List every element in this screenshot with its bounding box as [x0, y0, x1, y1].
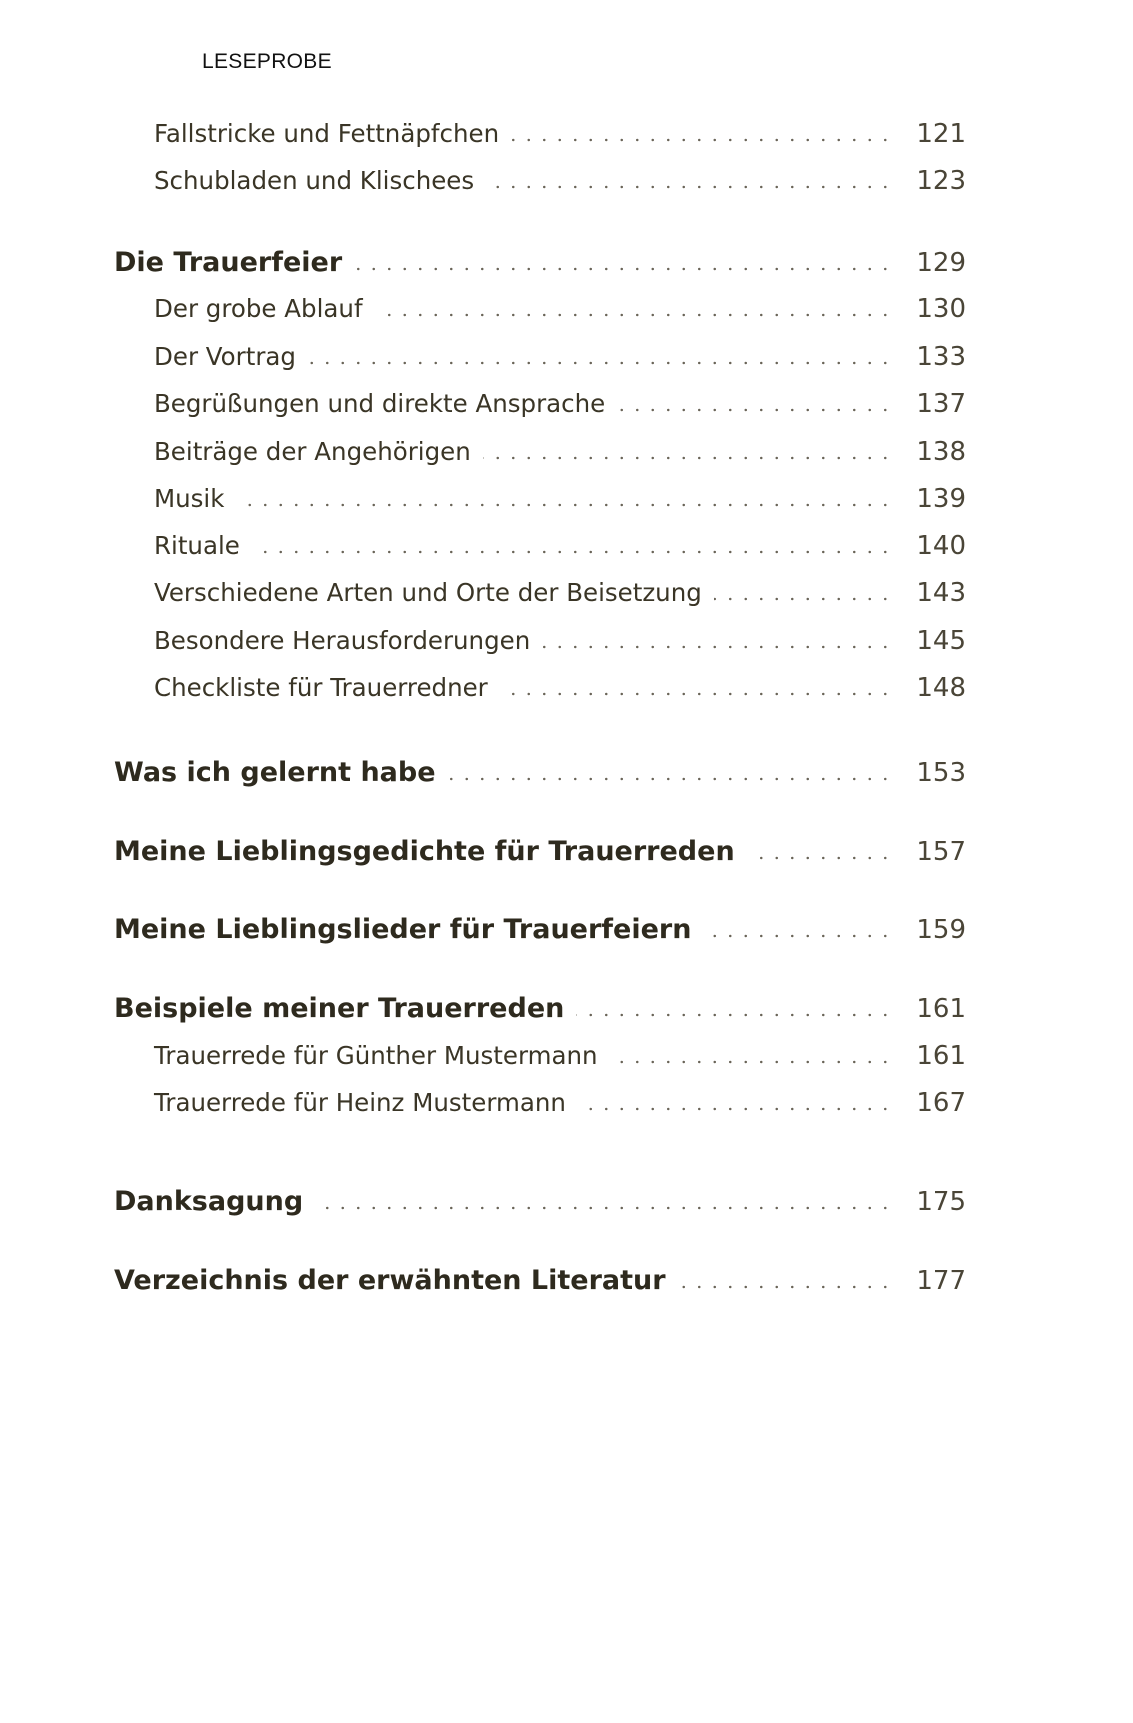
toc-chapter-page: 129	[916, 248, 966, 278]
toc-entry-title: Beiträge der Angehörigen	[154, 432, 483, 472]
toc-entry-page: 133	[916, 342, 966, 372]
toc-entry-page: 167	[916, 1088, 966, 1118]
dot-leader	[308, 361, 893, 365]
toc-entry-page: 161	[916, 1041, 966, 1071]
dot-leader	[578, 1107, 893, 1111]
toc-entry-title: Trauerrede für Heinz Mustermann	[154, 1083, 578, 1123]
dot-leader	[315, 1206, 893, 1210]
toc-entry	[0, 573, 1133, 613]
toc-entry	[0, 668, 1133, 708]
toc-entry-page: 123	[916, 166, 966, 196]
dot-leader	[236, 503, 893, 507]
toc-chapter-title: Meine Lieblingslieder für Trauerfeiern	[114, 910, 703, 950]
toc-chapter	[0, 832, 1133, 872]
toc-entry	[0, 337, 1133, 377]
dot-leader	[486, 185, 893, 189]
page-header-label: LESEPROBE	[202, 50, 332, 73]
toc-entry-title: Rituale	[154, 526, 252, 566]
toc-chapter-page: 159	[916, 915, 966, 945]
toc-chapter-page: 157	[916, 837, 966, 867]
toc-entry	[0, 1036, 1133, 1076]
toc-chapter	[0, 1261, 1133, 1301]
toc-entry-page: 145	[916, 626, 966, 656]
toc-chapter-title: Verzeichnis der erwähnten Literatur	[114, 1261, 678, 1301]
dot-leader	[483, 456, 893, 460]
dot-leader	[375, 313, 893, 317]
toc-entry	[0, 384, 1133, 424]
toc-entry-title: Besondere Herausforderungen	[154, 621, 542, 661]
toc-chapter-page: 153	[916, 758, 966, 788]
dot-leader	[610, 1060, 893, 1064]
dot-leader	[703, 934, 893, 938]
toc-chapter-page: 175	[916, 1187, 966, 1217]
dot-leader	[500, 692, 893, 696]
toc-entry	[0, 114, 1133, 154]
toc-entry-title: Begrüßungen und direkte Ansprache	[154, 384, 617, 424]
toc-entry-page: 130	[916, 294, 966, 324]
toc-entry-page: 143	[916, 578, 966, 608]
dot-leader	[747, 856, 893, 860]
toc-chapter	[0, 243, 1133, 283]
toc-chapter-page: 177	[916, 1266, 966, 1296]
toc-entry-page: 121	[916, 119, 966, 149]
dot-leader	[252, 550, 893, 554]
toc-entry-title: Fallstricke und Fettnäpfchen	[154, 114, 511, 154]
toc-chapter-title: Meine Lieblingsgedichte für Trauerreden	[114, 832, 747, 872]
toc-chapter	[0, 753, 1133, 793]
toc-entry-page: 138	[916, 437, 966, 467]
dot-leader	[714, 597, 893, 601]
dot-leader	[511, 138, 893, 142]
toc-entry	[0, 289, 1133, 329]
toc-entry-title: Trauerrede für Günther Mustermann	[154, 1036, 610, 1076]
toc-chapter	[0, 910, 1133, 950]
dot-leader	[617, 408, 893, 412]
toc-entry-title: Verschiedene Arten und Orte der Beisetzung	[154, 573, 714, 613]
toc-chapter-title: Beispiele meiner Trauerreden	[114, 989, 576, 1029]
dot-leader	[354, 267, 893, 271]
toc-entry	[0, 621, 1133, 661]
toc-entry-title: Checkliste für Trauerredner	[154, 668, 500, 708]
toc-entry-title: Der grobe Ablauf	[154, 289, 375, 329]
toc-entry	[0, 1083, 1133, 1123]
toc-chapter	[0, 989, 1133, 1029]
toc-entry	[0, 432, 1133, 472]
toc-entry	[0, 526, 1133, 566]
toc-chapter-title: Was ich gelernt habe	[114, 753, 448, 793]
toc-entry-page: 137	[916, 389, 966, 419]
toc-entry	[0, 161, 1133, 201]
toc-chapter-title: Danksagung	[114, 1182, 315, 1222]
toc-chapter-title: Die Trauerfeier	[114, 243, 354, 283]
dot-leader	[678, 1285, 893, 1289]
toc-entry	[0, 479, 1133, 519]
toc-entry-title: Der Vortrag	[154, 337, 308, 377]
toc-entry-title: Musik	[154, 479, 236, 519]
dot-leader	[576, 1013, 893, 1017]
toc-chapter-page: 161	[916, 994, 966, 1024]
toc-entry-page: 140	[916, 531, 966, 561]
dot-leader	[448, 777, 893, 781]
toc-entry-page: 148	[916, 673, 966, 703]
dot-leader	[542, 645, 893, 649]
toc-entry-page: 139	[916, 484, 966, 514]
toc-chapter	[0, 1182, 1133, 1222]
toc-entry-title: Schubladen und Klischees	[154, 161, 486, 201]
